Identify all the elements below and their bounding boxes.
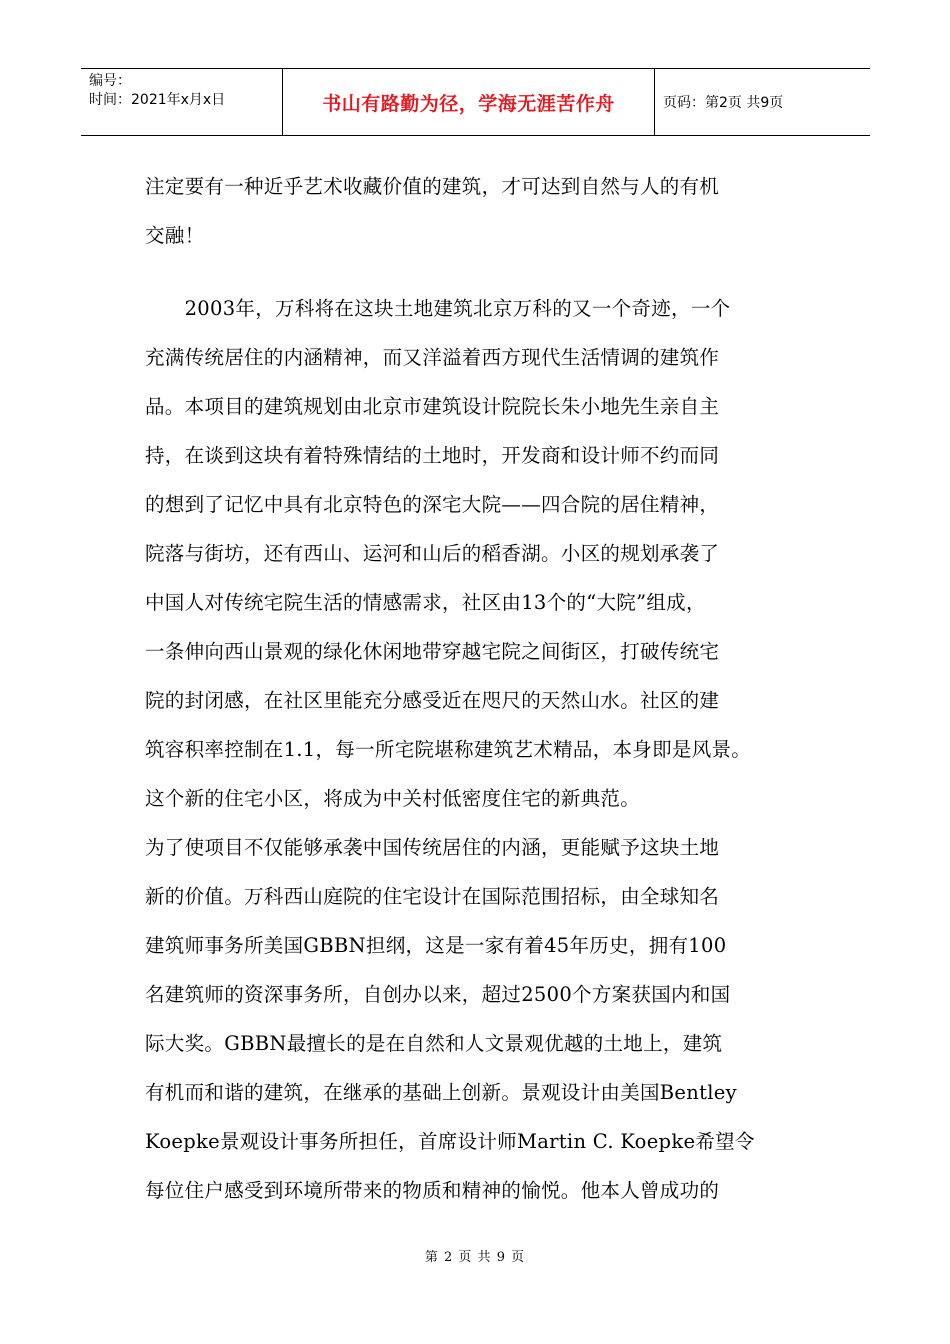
text-line: 中国人对传统宅院生活的情感需求，社区由13个的“大院”组成，	[145, 591, 706, 614]
text-line: 院的封闭感，在社区里能充分感受近在咫尺的天然山水。社区的建	[145, 689, 720, 712]
paragraph-gap	[145, 260, 825, 284]
text-line: 院落与街坊，还有西山、运河和山后的稻香湖。小区的规划承袭了	[145, 542, 720, 565]
text-line: 品。本项目的建筑规划由北京市建筑设计院院长朱小地先生亲自主	[145, 395, 720, 418]
text-line: 注定要有一种近乎艺术收藏价值的建筑，才可达到自然与人的有机	[145, 175, 720, 198]
document-number-label: 编号：	[89, 73, 131, 89]
text-line: 名建筑师的资深事务所，自创办以来，超过2500个方案获国内和国	[145, 983, 731, 1006]
text-line: 持，在谈到这块有着特殊情结的土地时，开发商和设计师不约而同	[145, 444, 720, 467]
document-date-label: 时间：2021年x月x日	[89, 92, 226, 108]
text-line: 为了使项目不仅能够承袭中国传统居住的内涵，更能赋予这块土地	[145, 836, 720, 859]
text-line: 有机而和谐的建筑，在继承的基础上创新。景观设计由美国Bentley	[145, 1081, 737, 1104]
text-line: 际大奖。GBBN最擅长的是在自然和人文景观优越的土地上，建筑	[145, 1032, 723, 1055]
page-footer: 第 2 页 共 9 页	[424, 1250, 526, 1265]
text-line: 交融！	[145, 224, 205, 247]
paragraph-1	[145, 162, 825, 260]
text-line: 筑容积率控制在1.1，每一所宅院堪称建筑艺术精品，本身即是风景。	[145, 738, 752, 761]
text-line: 2003年，万科将在这块土地建筑北京万科的又一个奇迹，一个	[145, 297, 731, 320]
text-line: Koepke景观设计事务所担任，首席设计师Martin C. Koepke希望令	[145, 1130, 755, 1153]
text-line: 充满传统居住的内涵精神，而又洋溢着西方现代生活情调的建筑作	[145, 346, 720, 369]
header-page-label: 页码：第2页 共9页	[663, 95, 784, 111]
header-meta-cell	[81, 69, 283, 135]
text-line: 新的价值。万科西山庭院的住宅设计在国际范围招标，由全球知名	[145, 885, 720, 908]
document-body	[145, 162, 825, 1215]
paragraph-2	[145, 284, 825, 1215]
text-line: 的想到了记忆中具有北京特色的深宅大院——四合院的居住精神，	[145, 493, 720, 516]
text-line: 每位住户感受到环境所带来的物质和精神的愉悦。他本人曾成功的	[145, 1179, 720, 1202]
page-header	[81, 68, 870, 136]
text-line: 建筑师事务所美国GBBN担纲，这是一家有着45年历史，拥有100	[145, 934, 727, 957]
text-line: 一条伸向西山景观的绿化休闲地带穿越宅院之间街区，打破传统宅	[145, 640, 720, 663]
text-line: 这个新的住宅小区，将成为中关村低密度住宅的新典范。	[145, 787, 641, 810]
header-motto: 书山有路勤为径，学海无涯苦作舟	[283, 69, 655, 135]
